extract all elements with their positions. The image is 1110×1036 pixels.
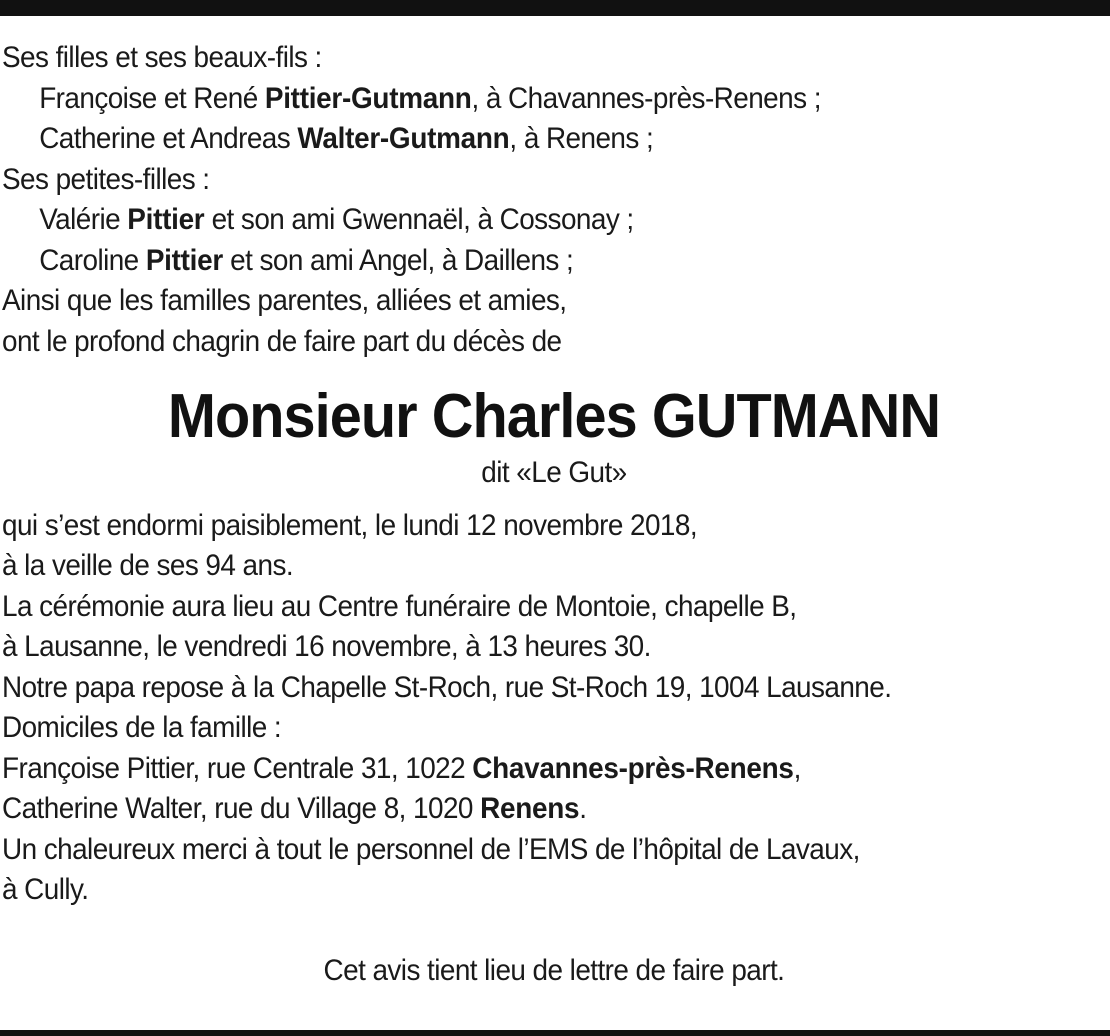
- granddaughter-entry: [2, 241, 1106, 282]
- daughter-surname: Walter-Gutmann: [297, 122, 510, 155]
- death-notice: [2, 38, 1106, 991]
- granddaughter-details: et son ami Gwennaël, à Cossonay ;: [204, 203, 634, 236]
- domicile-punctuation: .: [579, 792, 587, 825]
- closing-statement: Cet avis tient lieu de lettre de faire part.: [323, 953, 785, 987]
- domicile-town: Chavannes-près-Renens: [472, 751, 794, 785]
- domiciles-heading: Domiciles de la famille :: [2, 711, 282, 744]
- daughter-entry: [2, 119, 1106, 160]
- bottom-border-rule: [0, 1030, 1110, 1036]
- domicile-entry: [2, 789, 1106, 830]
- granddaughter-entry: [2, 200, 1106, 241]
- body-line: Notre papa repose à la Chapelle St-Roch, rue St-Roch 19, 1004 Lausanne.: [2, 670, 892, 704]
- thanks-line: Un chaleureux merci à tout le personnel de l’EMS de l’hôpital de Lavaux,: [2, 832, 860, 866]
- body-line: qui s’est endormi paisiblement, le lundi 12 novembre 2018,: [2, 508, 698, 542]
- domicile-town: Renens: [480, 792, 580, 825]
- daughters-heading: Ses filles et ses beaux-fils :: [2, 41, 322, 74]
- body-line: à Lausanne, le vendredi 16 novembre, à 13 heures 30.: [2, 630, 651, 663]
- daughter-place: , à Chavannes-près-Renens ;: [471, 81, 821, 115]
- thanks-line: à Cully.: [2, 873, 89, 906]
- families-line: Ainsi que les familles parentes, alliées et amies,: [2, 284, 567, 317]
- domicile-address: Françoise Pittier, rue Centrale 31, 1022: [2, 751, 473, 785]
- granddaughters-heading: Ses petites-filles :: [2, 162, 210, 196]
- deceased-nickname: dit «Le Gut»: [481, 456, 627, 489]
- daughter-names: Catherine et Andreas: [39, 122, 298, 155]
- granddaughter-surname: Pittier: [145, 243, 223, 277]
- granddaughter-details: et son ami Angel, à Daillens ;: [222, 243, 574, 277]
- top-border-rule: [0, 0, 1110, 16]
- deceased-name: Monsieur Charles GUTMANN: [167, 382, 941, 451]
- granddaughter-first-name: Caroline: [39, 243, 146, 277]
- granddaughter-surname: Pittier: [127, 203, 205, 236]
- daughter-names: Françoise et René: [39, 81, 265, 115]
- daughter-entry: [2, 79, 1106, 120]
- body-line: à la veille de ses 94 ans.: [2, 549, 294, 582]
- daughter-place: , à Renens ;: [509, 122, 654, 155]
- daughter-surname: Pittier-Gutmann: [264, 81, 472, 115]
- granddaughter-first-name: Valérie: [39, 203, 128, 236]
- body-line: La cérémonie aura lieu au Centre funéraire de Montoie, chapelle B,: [2, 589, 797, 623]
- domicile-entry: [2, 749, 1106, 790]
- announcement-line: ont le profond chagrin de faire part du décès de: [2, 324, 562, 358]
- domicile-address: Catherine Walter, rue du Village 8, 1020: [2, 792, 481, 825]
- domicile-punctuation: ,: [793, 751, 801, 785]
